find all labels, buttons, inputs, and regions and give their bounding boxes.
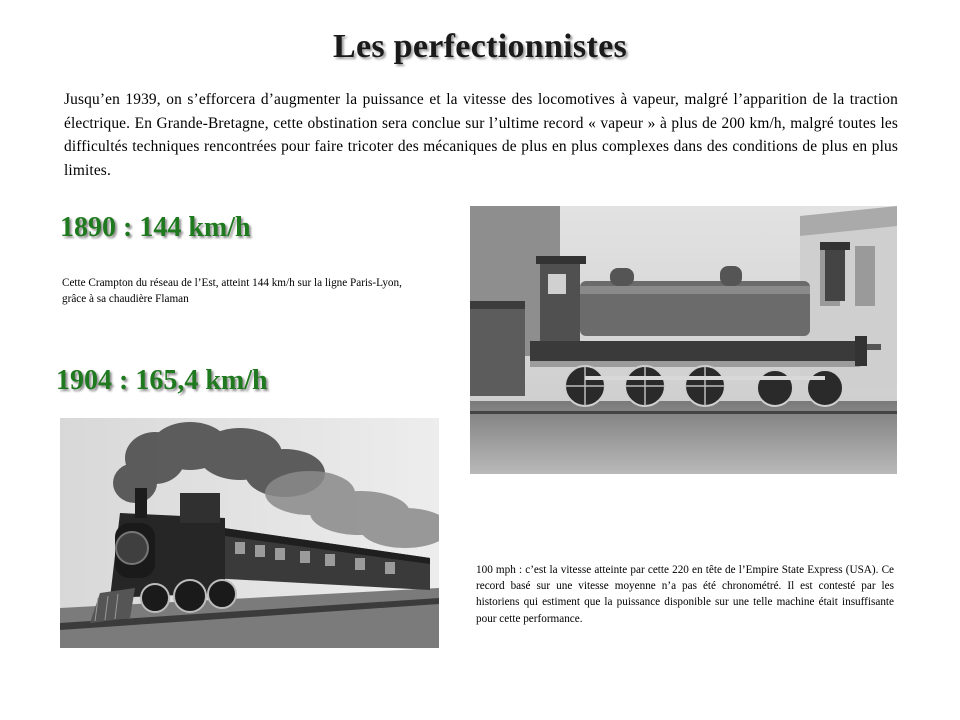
crampton-locomotive-photo (470, 206, 897, 474)
record-1904-heading: 1904 : 165,4 km/h (56, 365, 268, 396)
empire-state-express-photo (60, 418, 439, 648)
intro-paragraph: Jusqu’en 1939, on s’efforcera d’augmenter la puissance et la vitesse des locomotives à vapeur, malgré l’apparition de la traction électrique. En Grande-Bretagne, cette obstination sera conclue sur l’ultime record « vapeur » à plus de 200 km/h, malgré toutes les difficultés techniques rencontrées pour faire tricoter des mécaniques de plus en plus complexes dans des conditions de plus en plus limites. (64, 91, 898, 179)
page-title: Les perfectionnistes (332, 28, 627, 65)
record-1890-caption: Cette Crampton du réseau de l’Est, atteint 144 km/h sur la ligne Paris-Lyon, grâce à sa chaudière Flaman (62, 277, 402, 305)
record-1890-heading: 1890 : 144 km/h (60, 212, 251, 243)
record-1904-caption: 100 mph : c’est la vitesse atteinte par cette 220 en tête de l’Empire State Express (USA). Ce record basé sur une vitesse moyenne n’a pas été chronométré. Il est contesté par les historiens qui estiment que la puissance disponible sur une telle machine était insuffisante pour cette performance. (476, 564, 894, 625)
